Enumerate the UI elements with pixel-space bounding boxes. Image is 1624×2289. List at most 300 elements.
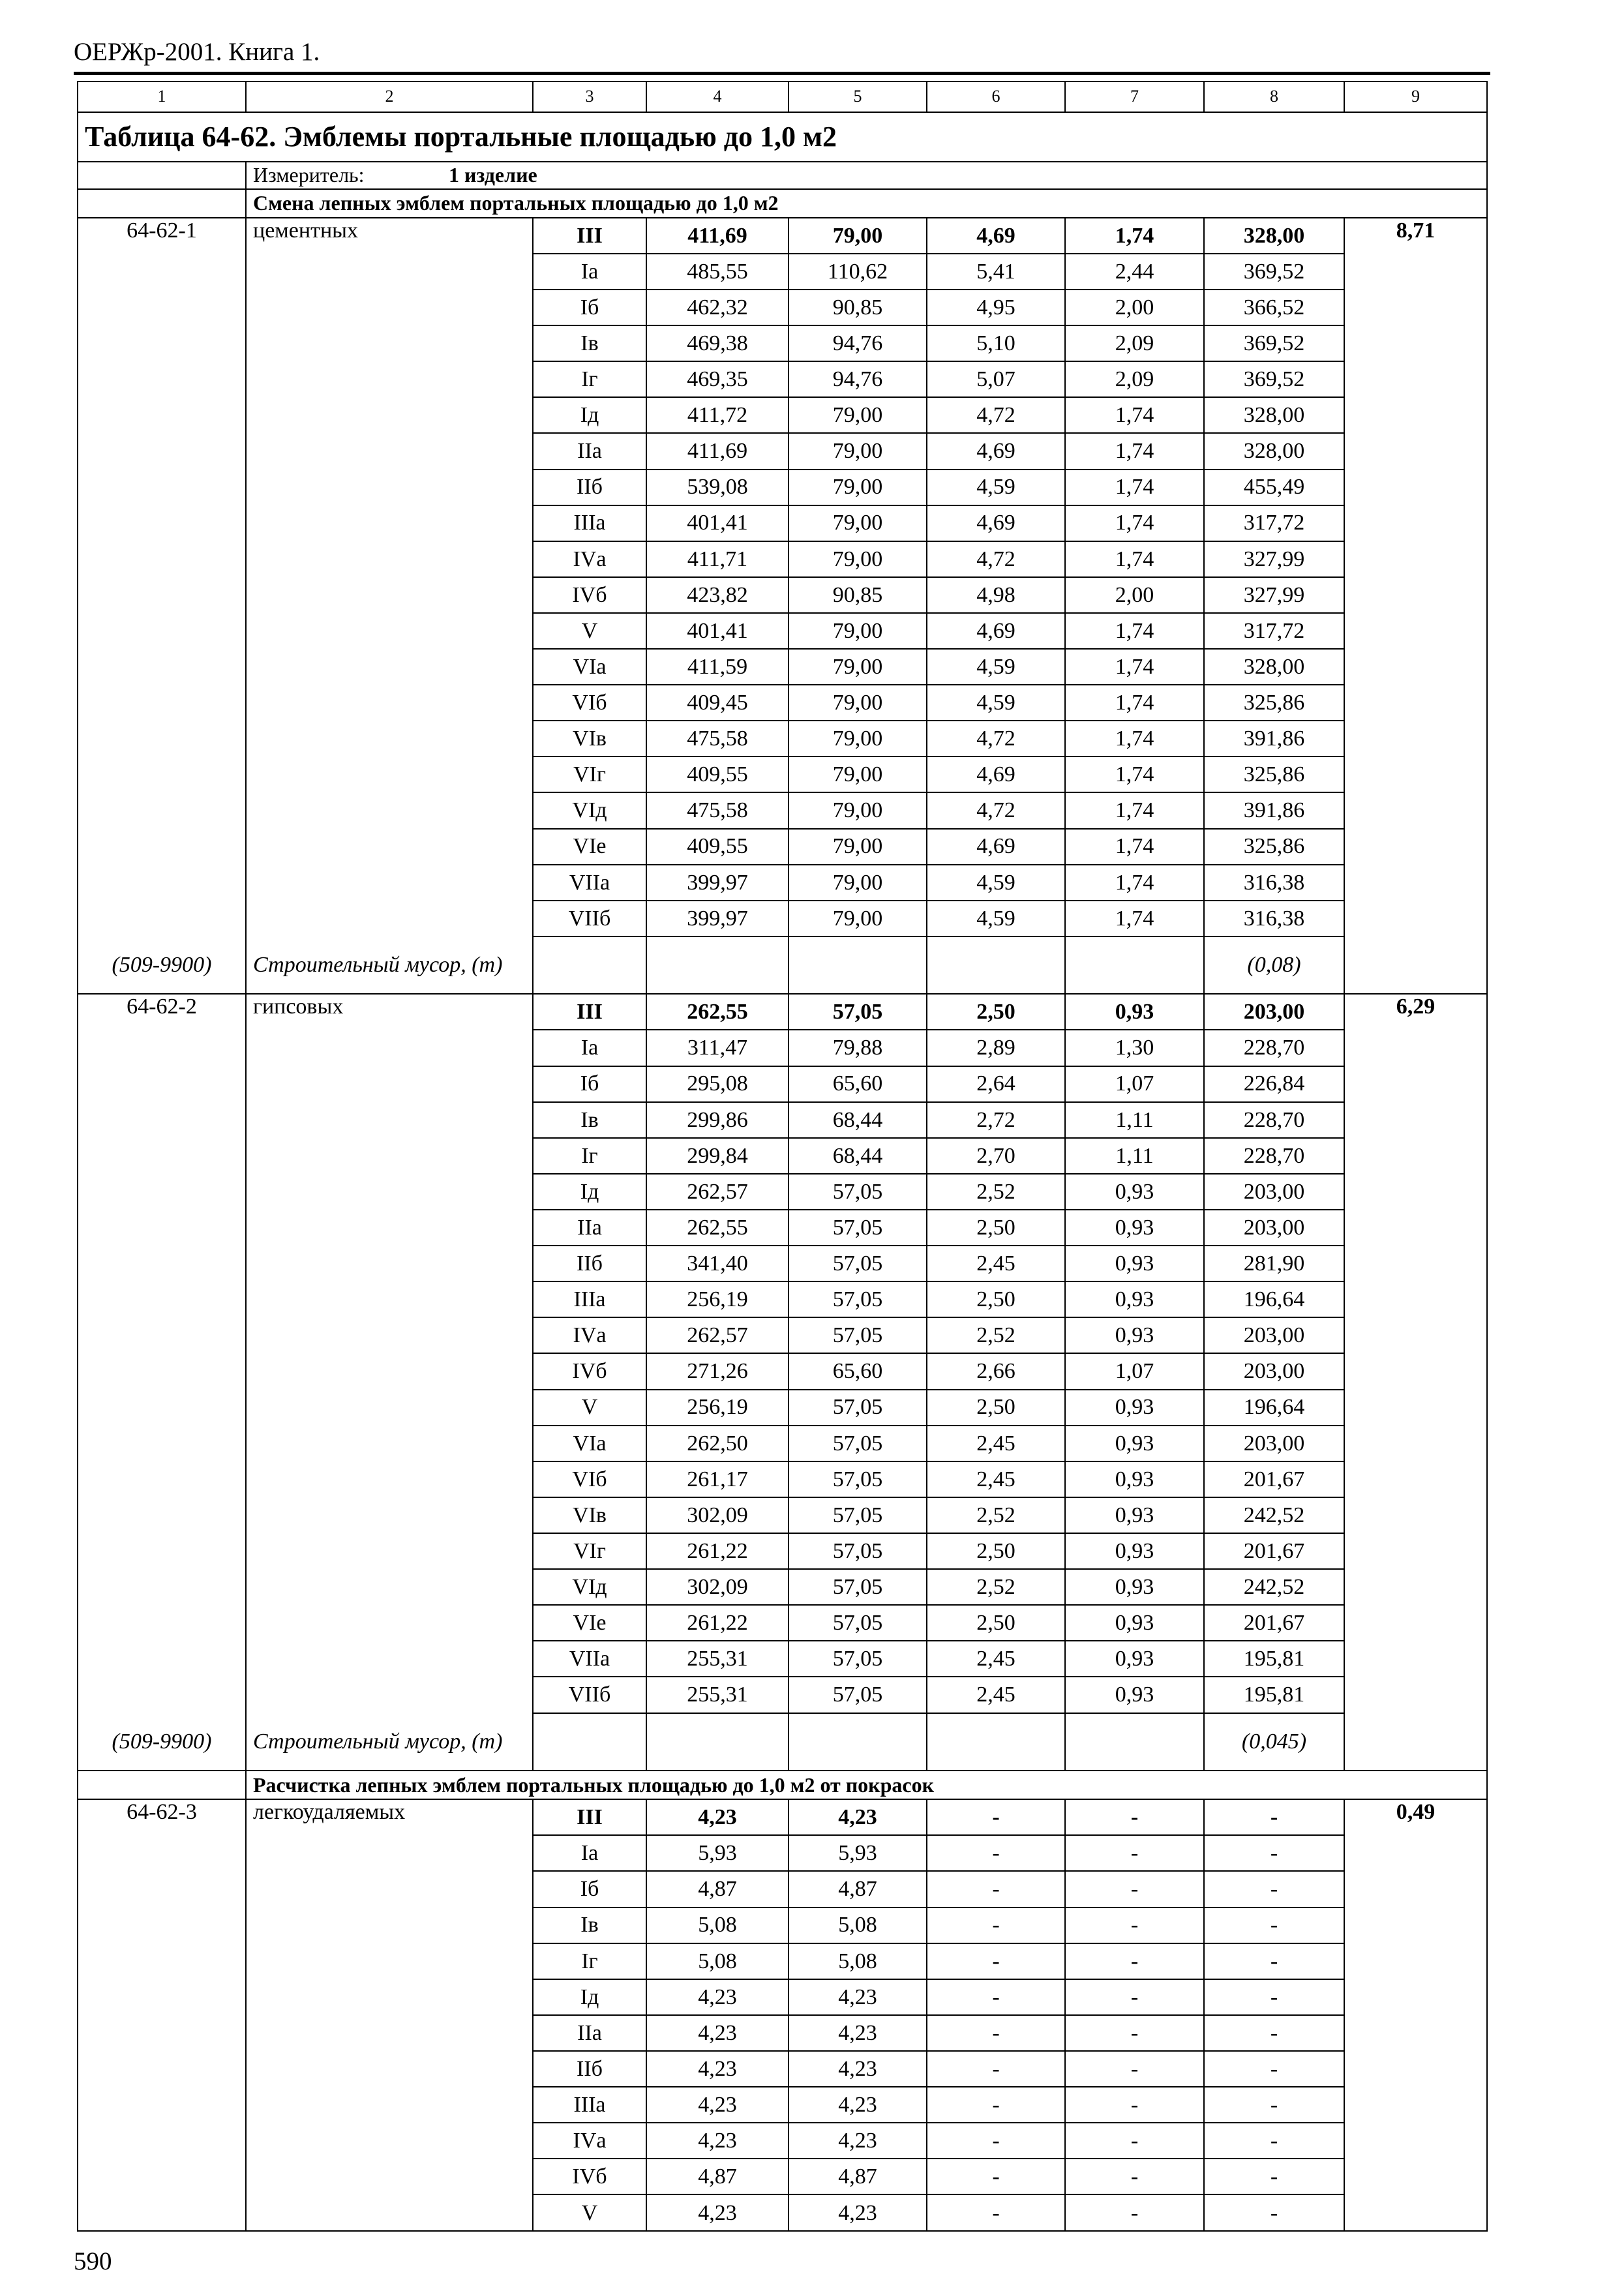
item-code-blank xyxy=(78,649,246,685)
region-code: IVа xyxy=(533,1317,646,1353)
price-value: 4,23 xyxy=(646,2051,789,2087)
item-code-blank xyxy=(78,685,246,721)
price-value: 1,74 xyxy=(1065,721,1204,756)
price-value: 2,72 xyxy=(927,1102,1065,1138)
item-code-blank xyxy=(78,2159,246,2194)
region-code: IIIа xyxy=(533,1281,646,1317)
price-value: 411,69 xyxy=(646,433,789,469)
item-name-blank xyxy=(246,2123,533,2159)
price-value: 203,00 xyxy=(1204,1353,1344,1389)
price-value: - xyxy=(1065,2123,1204,2159)
price-value: 4,23 xyxy=(789,1799,927,1835)
price-value: - xyxy=(1065,1835,1204,1871)
item-code-blank xyxy=(78,397,246,433)
region-code: Iд xyxy=(533,397,646,433)
item-name-blank xyxy=(246,721,533,756)
price-value: 369,52 xyxy=(1204,254,1344,290)
table-row xyxy=(78,2015,1487,2051)
column-number: 5 xyxy=(789,82,927,112)
labor-blank xyxy=(1344,2123,1487,2159)
table-row xyxy=(78,792,1487,828)
price-value: - xyxy=(1065,2087,1204,2123)
price-value: 79,00 xyxy=(789,901,927,936)
item-code-blank xyxy=(78,865,246,901)
price-value: 409,45 xyxy=(646,685,789,721)
item-code-blank xyxy=(78,1317,246,1353)
labor-blank xyxy=(1344,1317,1487,1353)
price-value: 203,00 xyxy=(1204,1317,1344,1353)
price-value: 4,23 xyxy=(789,2194,927,2231)
table-row xyxy=(78,1281,1487,1317)
debris-name: Строительный мусор, (т) xyxy=(246,936,533,994)
item-code-blank xyxy=(78,1353,246,1389)
price-value: 4,87 xyxy=(789,1871,927,1907)
price-value: 271,26 xyxy=(646,1353,789,1389)
price-value: 57,05 xyxy=(789,1174,927,1210)
price-value: 2,00 xyxy=(1065,577,1204,613)
debris-value: (0,08) xyxy=(1204,936,1344,994)
table-row xyxy=(78,325,1487,361)
price-value: 79,00 xyxy=(789,649,927,685)
price-value: 0,93 xyxy=(1065,1497,1204,1533)
price-value: 79,00 xyxy=(789,218,927,254)
labor-blank xyxy=(1344,613,1487,649)
price-value: 94,76 xyxy=(789,325,927,361)
item-name-blank xyxy=(246,2159,533,2194)
labor-blank xyxy=(1344,829,1487,865)
price-value: 1,74 xyxy=(1065,649,1204,685)
labor-blank xyxy=(1344,1390,1487,1426)
price-value: 195,81 xyxy=(1204,1641,1344,1677)
price-value: 79,00 xyxy=(789,865,927,901)
price-value: 327,99 xyxy=(1204,541,1344,577)
price-value: 2,52 xyxy=(927,1174,1065,1210)
price-value: 57,05 xyxy=(789,1677,927,1713)
price-value: 311,47 xyxy=(646,1030,789,1066)
item-code-blank xyxy=(78,325,246,361)
price-value: 228,70 xyxy=(1204,1138,1344,1174)
price-value: 2,52 xyxy=(927,1317,1065,1353)
item-name-blank xyxy=(246,470,533,505)
meter-cell xyxy=(246,162,1487,188)
price-value: 455,49 xyxy=(1204,470,1344,505)
price-value: 302,09 xyxy=(646,1569,789,1605)
table-row xyxy=(78,1943,1487,1979)
price-value: 4,23 xyxy=(646,1979,789,2015)
item-name-blank xyxy=(246,1246,533,1281)
price-value: 79,00 xyxy=(789,829,927,865)
item-code-blank xyxy=(78,1908,246,1943)
price-value: 401,41 xyxy=(646,505,789,541)
price-value: 57,05 xyxy=(789,1246,927,1281)
price-value: 57,05 xyxy=(789,1641,927,1677)
price-value: 299,86 xyxy=(646,1102,789,1138)
labor-blank xyxy=(1344,2159,1487,2194)
price-value: 327,99 xyxy=(1204,577,1344,613)
price-value: 369,52 xyxy=(1204,361,1344,397)
item-code-blank xyxy=(78,2194,246,2231)
region-code: IIа xyxy=(533,1210,646,1246)
item-code-blank xyxy=(78,577,246,613)
price-value: 325,86 xyxy=(1204,685,1344,721)
table-row xyxy=(78,2123,1487,2159)
region-code: IIIа xyxy=(533,505,646,541)
price-value: 0,93 xyxy=(1065,1174,1204,1210)
meter-value: 1 изделие xyxy=(449,163,537,187)
table-row xyxy=(78,1871,1487,1907)
meter-label: Измеритель: xyxy=(253,163,365,187)
price-value: - xyxy=(1065,2194,1204,2231)
price-value: 2,45 xyxy=(927,1677,1065,1713)
price-value: 65,60 xyxy=(789,1353,927,1389)
debris-blank xyxy=(1065,1713,1204,1771)
price-value: 68,44 xyxy=(789,1138,927,1174)
price-value: - xyxy=(1204,1871,1344,1907)
price-value: 5,10 xyxy=(927,325,1065,361)
price-value: 4,98 xyxy=(927,577,1065,613)
price-value: 68,44 xyxy=(789,1102,927,1138)
page-number: 590 xyxy=(74,2247,112,2275)
item-name-blank xyxy=(246,1210,533,1246)
price-value: 4,23 xyxy=(789,2087,927,2123)
header-rule xyxy=(74,72,1490,75)
labor-blank xyxy=(1344,1281,1487,1317)
price-value: 79,00 xyxy=(789,613,927,649)
item-name-blank xyxy=(246,1281,533,1317)
price-value: 79,00 xyxy=(789,792,927,828)
price-value: 391,86 xyxy=(1204,721,1344,756)
item-name-blank xyxy=(246,2015,533,2051)
price-value: 110,62 xyxy=(789,254,927,290)
price-value: 0,93 xyxy=(1065,1390,1204,1426)
labor-blank xyxy=(1344,1461,1487,1497)
item-name-blank xyxy=(246,1835,533,1871)
debris-name: Строительный мусор, (т) xyxy=(246,1713,533,1771)
labor-blank xyxy=(1344,397,1487,433)
price-value: 4,23 xyxy=(789,2123,927,2159)
price-value: 328,00 xyxy=(1204,649,1344,685)
debris-labor-blank xyxy=(1344,936,1487,994)
price-value: 2,50 xyxy=(927,1533,1065,1569)
price-value: 57,05 xyxy=(789,994,927,1030)
table-row xyxy=(78,2194,1487,2231)
item-code: 64-62-2 xyxy=(78,994,246,1030)
price-value: 262,55 xyxy=(646,994,789,1030)
price-value: - xyxy=(1065,1871,1204,1907)
price-value: 1,74 xyxy=(1065,829,1204,865)
table-row xyxy=(78,649,1487,685)
table-title-row xyxy=(78,112,1487,162)
price-value: 4,23 xyxy=(789,2051,927,2087)
table-row xyxy=(78,505,1487,541)
price-value: 475,58 xyxy=(646,792,789,828)
region-code: VIг xyxy=(533,756,646,792)
price-value: 2,09 xyxy=(1065,325,1204,361)
price-value: 4,72 xyxy=(927,397,1065,433)
price-value: 341,40 xyxy=(646,1246,789,1281)
price-value: 317,72 xyxy=(1204,613,1344,649)
labor-blank xyxy=(1344,1030,1487,1066)
norms-table xyxy=(77,81,1488,2232)
price-value: 1,11 xyxy=(1065,1102,1204,1138)
item-name-blank xyxy=(246,577,533,613)
item-code-blank xyxy=(78,1210,246,1246)
section-spacer xyxy=(78,1771,246,1799)
price-value: 0,93 xyxy=(1065,1246,1204,1281)
price-value: - xyxy=(1204,1979,1344,2015)
item-name-blank xyxy=(246,2051,533,2087)
table-row xyxy=(78,721,1487,756)
item-code-blank xyxy=(78,1174,246,1210)
price-value: - xyxy=(1204,1943,1344,1979)
item-code-blank xyxy=(78,1426,246,1461)
item-code-blank xyxy=(78,1030,246,1066)
price-value: 2,64 xyxy=(927,1066,1065,1102)
item-name-blank xyxy=(246,829,533,865)
labor-blank xyxy=(1344,1497,1487,1533)
price-value: 4,23 xyxy=(646,2015,789,2051)
price-value: 203,00 xyxy=(1204,1426,1344,1461)
price-value: - xyxy=(1204,2015,1344,2051)
labor-blank xyxy=(1344,901,1487,936)
item-code-blank xyxy=(78,901,246,936)
price-value: 4,72 xyxy=(927,721,1065,756)
price-value: 1,74 xyxy=(1065,792,1204,828)
price-value: 1,11 xyxy=(1065,1138,1204,1174)
price-value: 57,05 xyxy=(789,1210,927,1246)
price-value: 4,69 xyxy=(927,218,1065,254)
price-value: 57,05 xyxy=(789,1317,927,1353)
price-value: 0,93 xyxy=(1065,1605,1204,1641)
labor-blank xyxy=(1344,865,1487,901)
region-code: VIд xyxy=(533,1569,646,1605)
price-value: 1,74 xyxy=(1065,505,1204,541)
labor-blank xyxy=(1344,290,1487,325)
region-code: Iв xyxy=(533,1102,646,1138)
price-value: 79,00 xyxy=(789,756,927,792)
table-row xyxy=(78,1835,1487,1871)
item-code-blank xyxy=(78,1246,246,1281)
price-value: 57,05 xyxy=(789,1461,927,1497)
price-value: 391,86 xyxy=(1204,792,1344,828)
price-value: - xyxy=(927,1871,1065,1907)
price-value: 261,22 xyxy=(646,1605,789,1641)
item-code-blank xyxy=(78,1138,246,1174)
item-name-blank xyxy=(246,1030,533,1066)
price-value: 5,08 xyxy=(646,1908,789,1943)
price-value: - xyxy=(1204,2087,1344,2123)
price-value: 2,00 xyxy=(1065,290,1204,325)
price-value: 411,69 xyxy=(646,218,789,254)
price-value: 328,00 xyxy=(1204,218,1344,254)
price-value: 2,50 xyxy=(927,1210,1065,1246)
region-code: VIIа xyxy=(533,865,646,901)
region-code: IVб xyxy=(533,577,646,613)
item-code-blank xyxy=(78,1871,246,1907)
column-number: 1 xyxy=(78,82,246,112)
price-value: 57,05 xyxy=(789,1533,927,1569)
item-code: 64-62-3 xyxy=(78,1799,246,1835)
region-code: IVб xyxy=(533,1353,646,1389)
price-value: - xyxy=(927,2087,1065,2123)
table-row xyxy=(78,901,1487,936)
price-value: 2,89 xyxy=(927,1030,1065,1066)
column-number: 8 xyxy=(1204,82,1344,112)
price-value: 203,00 xyxy=(1204,994,1344,1030)
column-number: 3 xyxy=(533,82,646,112)
labor-blank xyxy=(1344,792,1487,828)
price-value: 195,81 xyxy=(1204,1677,1344,1713)
debris-code: (509-9900) xyxy=(78,1713,246,1771)
debris-blank xyxy=(646,936,789,994)
price-value: 366,52 xyxy=(1204,290,1344,325)
price-value: - xyxy=(927,2051,1065,2087)
column-number: 9 xyxy=(1344,82,1487,112)
labor-blank xyxy=(1344,2087,1487,2123)
price-value: 2,52 xyxy=(927,1497,1065,1533)
price-value: 401,41 xyxy=(646,613,789,649)
price-value: 228,70 xyxy=(1204,1102,1344,1138)
labor-blank xyxy=(1344,1066,1487,1102)
price-value: 5,07 xyxy=(927,361,1065,397)
region-code: Iг xyxy=(533,361,646,397)
price-value: - xyxy=(1065,1799,1204,1835)
price-value: 79,00 xyxy=(789,397,927,433)
item-name-blank xyxy=(246,1871,533,1907)
region-code: VIв xyxy=(533,721,646,756)
price-value: 281,90 xyxy=(1204,1246,1344,1281)
table-row xyxy=(78,1138,1487,1174)
table-row xyxy=(78,2051,1487,2087)
region-code: IIб xyxy=(533,470,646,505)
price-value: 4,69 xyxy=(927,505,1065,541)
labor-blank xyxy=(1344,1908,1487,1943)
price-value: 256,19 xyxy=(646,1390,789,1426)
table-row xyxy=(78,1317,1487,1353)
price-value: - xyxy=(927,2015,1065,2051)
item-code-blank xyxy=(78,1461,246,1497)
item-name-blank xyxy=(246,649,533,685)
item-name-blank xyxy=(246,1461,533,1497)
region-code: IIа xyxy=(533,2015,646,2051)
price-value: 1,74 xyxy=(1065,218,1204,254)
item-code: 64-62-1 xyxy=(78,218,246,254)
price-value: - xyxy=(927,2123,1065,2159)
item-name-blank xyxy=(246,1390,533,1426)
table-title: Таблица 64-62. Эмблемы портальные площадью до 1,0 м2 xyxy=(78,112,1487,162)
item-code-blank xyxy=(78,1677,246,1713)
table-row xyxy=(78,1569,1487,1605)
price-value: - xyxy=(927,1908,1065,1943)
price-value: 2,50 xyxy=(927,1281,1065,1317)
price-value: 1,07 xyxy=(1065,1353,1204,1389)
region-code: VIб xyxy=(533,685,646,721)
price-value: - xyxy=(1204,2123,1344,2159)
meter-spacer xyxy=(78,162,246,188)
labor-cost: 0,49 xyxy=(1344,1799,1487,1835)
item-name-blank xyxy=(246,685,533,721)
item-name-blank xyxy=(246,1943,533,1979)
labor-blank xyxy=(1344,721,1487,756)
price-value: 261,22 xyxy=(646,1533,789,1569)
table-row xyxy=(78,613,1487,649)
price-value: 4,23 xyxy=(789,2015,927,2051)
labor-blank xyxy=(1344,325,1487,361)
region-code: VIе xyxy=(533,1605,646,1641)
region-code: Iв xyxy=(533,325,646,361)
column-number: 4 xyxy=(646,82,789,112)
price-value: 57,05 xyxy=(789,1281,927,1317)
section-heading: Смена лепных эмблем портальных площадью до 1,0 м2 xyxy=(246,189,1487,218)
item-code-blank xyxy=(78,2015,246,2051)
price-value: 203,00 xyxy=(1204,1174,1344,1210)
table-row xyxy=(78,865,1487,901)
table-row xyxy=(78,1979,1487,2015)
region-code: V xyxy=(533,613,646,649)
item-name-blank xyxy=(246,1569,533,1605)
item-name-blank xyxy=(246,1497,533,1533)
labor-blank xyxy=(1344,1677,1487,1713)
region-code: IIIа xyxy=(533,2087,646,2123)
labor-blank xyxy=(1344,685,1487,721)
price-value: 4,69 xyxy=(927,756,1065,792)
price-value: 1,74 xyxy=(1065,613,1204,649)
item-name: легкоудаляемых xyxy=(246,1799,533,1835)
price-value: 201,67 xyxy=(1204,1605,1344,1641)
item-code-blank xyxy=(78,433,246,469)
item-name-blank xyxy=(246,1908,533,1943)
price-value: 228,70 xyxy=(1204,1030,1344,1066)
table-row xyxy=(78,1641,1487,1677)
price-value: 79,00 xyxy=(789,505,927,541)
region-code: VIе xyxy=(533,829,646,865)
price-value: 0,93 xyxy=(1065,1210,1204,1246)
price-value: 369,52 xyxy=(1204,325,1344,361)
debris-blank xyxy=(789,1713,927,1771)
debris-code: (509-9900) xyxy=(78,936,246,994)
price-value: 1,74 xyxy=(1065,865,1204,901)
item-name-blank xyxy=(246,397,533,433)
item-name-blank xyxy=(246,1138,533,1174)
price-value: 262,57 xyxy=(646,1317,789,1353)
price-value: 485,55 xyxy=(646,254,789,290)
region-code: VIд xyxy=(533,792,646,828)
region-code: IVа xyxy=(533,541,646,577)
labor-blank xyxy=(1344,2194,1487,2231)
price-value: - xyxy=(927,1835,1065,1871)
table-row xyxy=(78,756,1487,792)
price-value: 4,69 xyxy=(927,613,1065,649)
item-name-blank xyxy=(246,1426,533,1461)
table-row xyxy=(78,1799,1487,1835)
price-value: 0,93 xyxy=(1065,994,1204,1030)
price-value: - xyxy=(927,2159,1065,2194)
debris-blank xyxy=(927,936,1065,994)
price-value: 196,64 xyxy=(1204,1281,1344,1317)
price-value: 5,93 xyxy=(646,1835,789,1871)
price-value: 462,32 xyxy=(646,290,789,325)
price-value: 79,00 xyxy=(789,541,927,577)
price-value: 0,93 xyxy=(1065,1426,1204,1461)
price-value: 256,19 xyxy=(646,1281,789,1317)
price-value: 1,74 xyxy=(1065,756,1204,792)
item-code-blank xyxy=(78,505,246,541)
labor-blank xyxy=(1344,1605,1487,1641)
item-code-blank xyxy=(78,1943,246,1979)
price-value: 1,74 xyxy=(1065,901,1204,936)
labor-cost: 6,29 xyxy=(1344,994,1487,1030)
labor-blank xyxy=(1344,1569,1487,1605)
